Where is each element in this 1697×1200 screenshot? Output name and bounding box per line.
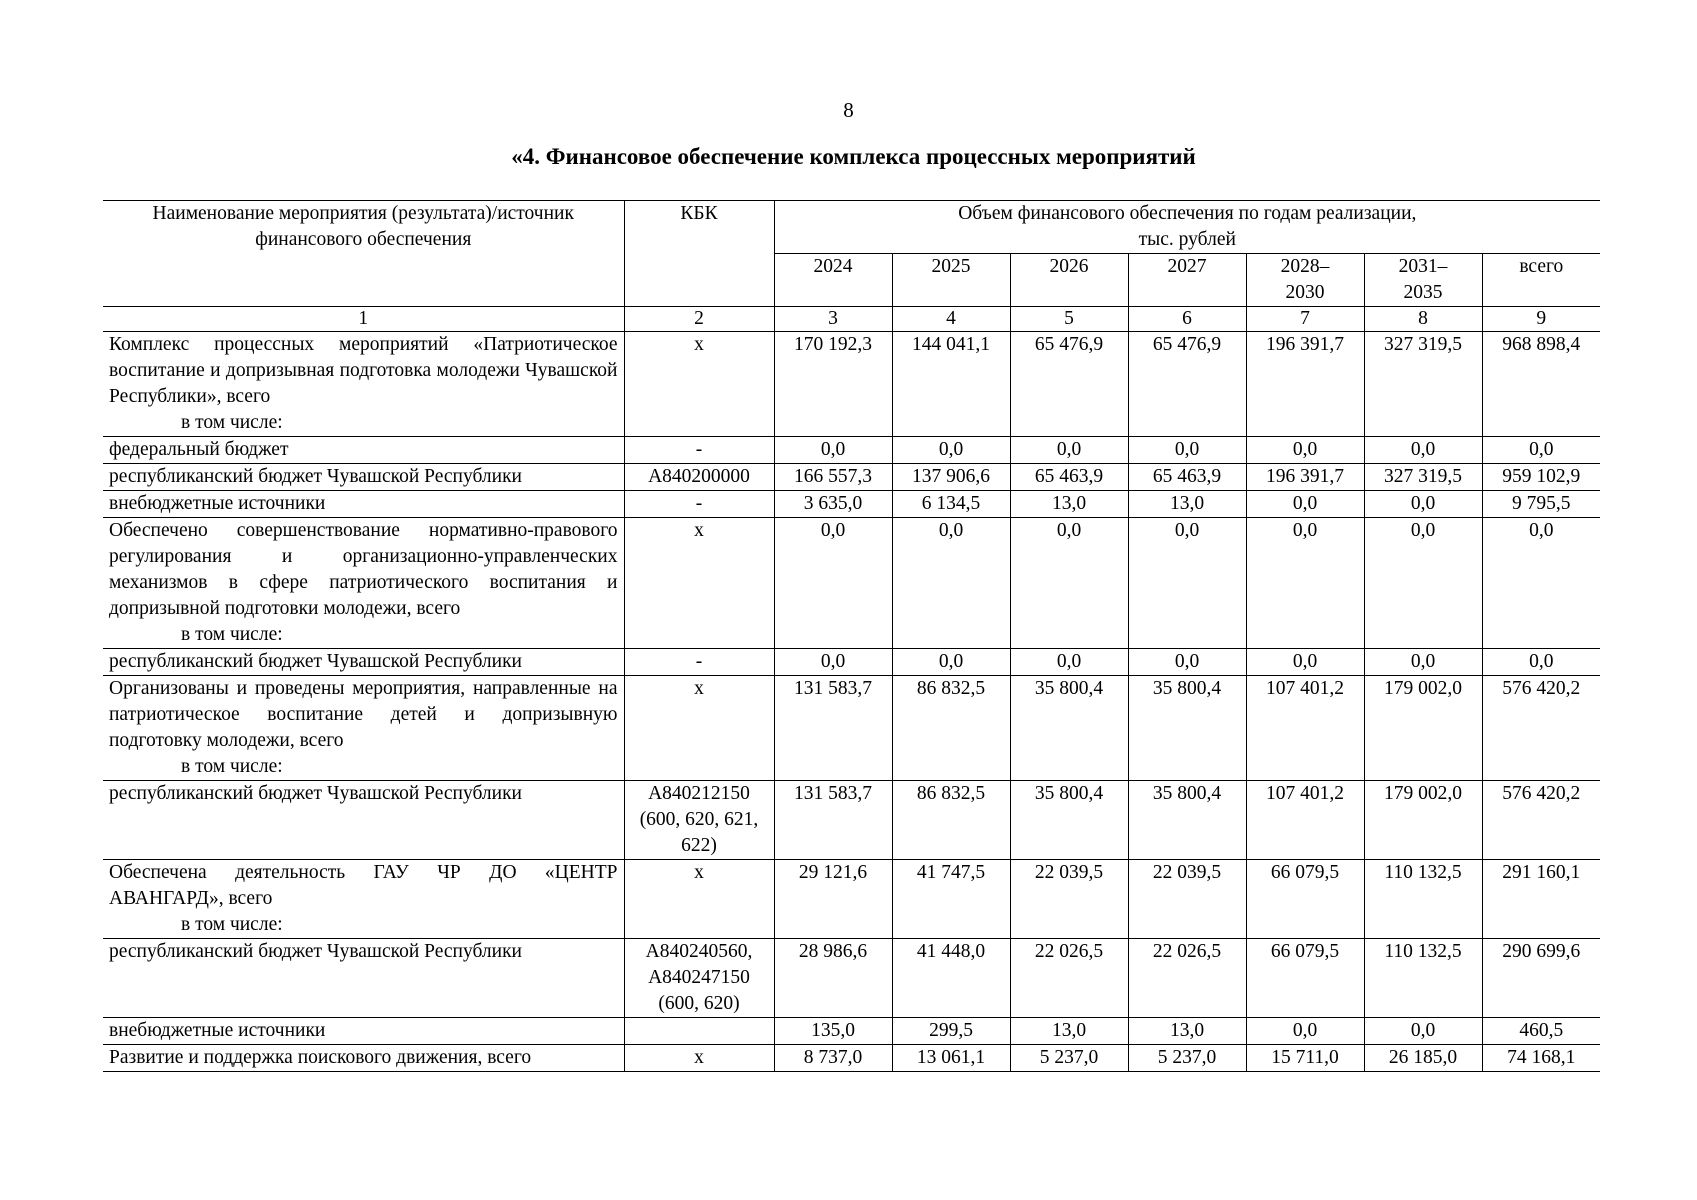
- row-name: Обеспечена деятельность ГАУ ЧР ДО «ЦЕНТР АВАНГАРД», всего: [109, 862, 618, 909]
- row-total-value: 576 420,2: [1482, 676, 1600, 781]
- row-year-value: 35 800,4: [1128, 781, 1246, 860]
- row-total-value: 0,0: [1482, 649, 1600, 676]
- row-year-value: 29 121,6: [774, 860, 892, 939]
- row-name: Комплекс процессных мероприятий «Патриотическое воспитание и допризывная подготовка молодежи Чувашской Республики», всего: [109, 334, 618, 407]
- row-year-value: 65 463,9: [1010, 464, 1128, 491]
- header-year: 2025: [892, 254, 1010, 307]
- row-year-value: 66 079,5: [1246, 939, 1364, 1018]
- table-row: [103, 1045, 1600, 1072]
- row-year-value: 13,0: [1128, 491, 1246, 518]
- row-kbk: -: [624, 491, 774, 518]
- table-row: [103, 518, 1600, 649]
- row-year-value: 0,0: [1128, 518, 1246, 649]
- row-year-value: 0,0: [1010, 649, 1128, 676]
- header-total: всего: [1482, 254, 1600, 307]
- row-year-value: 110 132,5: [1364, 860, 1482, 939]
- row-year-value: 137 906,6: [892, 464, 1010, 491]
- column-index: 4: [892, 307, 1010, 332]
- row-kbk: А840200000: [624, 464, 774, 491]
- row-year-value: 22 026,5: [1010, 939, 1128, 1018]
- column-index: 5: [1010, 307, 1128, 332]
- row-name-cell: [103, 332, 624, 437]
- header-year: 2031–2035: [1364, 254, 1482, 307]
- row-year-value: 6 134,5: [892, 491, 1010, 518]
- row-year-value: 327 319,5: [1364, 332, 1482, 437]
- row-name: республиканский бюджет Чувашской Республики: [109, 651, 522, 672]
- table-row: [103, 1018, 1600, 1045]
- section-title: «4. Финансовое обеспечение комплекса процессных мероприятий: [511, 144, 1196, 169]
- row-subtitle: в том числе:: [181, 914, 283, 935]
- row-total-value: 9 795,5: [1482, 491, 1600, 518]
- table-row: [103, 649, 1600, 676]
- row-kbk: х: [624, 332, 774, 437]
- row-year-value: 166 557,3: [774, 464, 892, 491]
- row-year-value: 26 185,0: [1364, 1045, 1482, 1072]
- header-year: 2024: [774, 254, 892, 307]
- row-year-value: 196 391,7: [1246, 332, 1364, 437]
- column-index: 7: [1246, 307, 1364, 332]
- row-name-cell: [103, 491, 624, 518]
- row-total-value: 74 168,1: [1482, 1045, 1600, 1072]
- row-year-value: 8 737,0: [774, 1045, 892, 1072]
- row-year-value: 15 711,0: [1246, 1045, 1364, 1072]
- row-year-value: 13,0: [1010, 1018, 1128, 1045]
- row-year-value: 0,0: [1246, 437, 1364, 464]
- row-year-value: 0,0: [1246, 491, 1364, 518]
- row-year-value: 327 319,5: [1364, 464, 1482, 491]
- row-year-value: 144 041,1: [892, 332, 1010, 437]
- row-year-value: 179 002,0: [1364, 781, 1482, 860]
- row-name-cell: [103, 464, 624, 491]
- column-index: 3: [774, 307, 892, 332]
- row-year-value: 86 832,5: [892, 676, 1010, 781]
- row-year-value: 0,0: [1246, 649, 1364, 676]
- header-year: 2027: [1128, 254, 1246, 307]
- header-year: 2026: [1010, 254, 1128, 307]
- row-name-cell: [103, 1045, 624, 1072]
- row-year-value: 107 401,2: [1246, 676, 1364, 781]
- row-total-value: 460,5: [1482, 1018, 1600, 1045]
- row-kbk: -: [624, 649, 774, 676]
- row-name: Организованы и проведены мероприятия, направленные на патриотическое воспитание детей и допризывную подготовку молодежи, всего: [109, 678, 618, 751]
- row-total-value: 968 898,4: [1482, 332, 1600, 437]
- row-name-cell: [103, 437, 624, 464]
- row-year-value: 22 039,5: [1128, 860, 1246, 939]
- row-year-value: 5 237,0: [1010, 1045, 1128, 1072]
- column-index: 8: [1364, 307, 1482, 332]
- row-year-value: 65 463,9: [1128, 464, 1246, 491]
- row-year-value: 13,0: [1010, 491, 1128, 518]
- row-total-value: 291 160,1: [1482, 860, 1600, 939]
- row-year-value: 0,0: [1364, 437, 1482, 464]
- row-name: республиканский бюджет Чувашской Республики: [109, 941, 522, 962]
- row-name: федеральный бюджет: [109, 439, 289, 460]
- row-year-value: 0,0: [1364, 1018, 1482, 1045]
- row-kbk: А840240560, А840247150 (600, 620): [624, 939, 774, 1018]
- table-row: [103, 860, 1600, 939]
- row-year-value: 196 391,7: [1246, 464, 1364, 491]
- row-year-value: 65 476,9: [1128, 332, 1246, 437]
- row-year-value: 0,0: [1010, 437, 1128, 464]
- row-year-value: 13,0: [1128, 1018, 1246, 1045]
- row-name: внебюджетные источники: [109, 493, 326, 514]
- row-total-value: 959 102,9: [1482, 464, 1600, 491]
- row-year-value: 110 132,5: [1364, 939, 1482, 1018]
- header-kbk-column: КБК: [624, 201, 774, 307]
- row-year-value: 179 002,0: [1364, 676, 1482, 781]
- row-year-value: 0,0: [892, 518, 1010, 649]
- row-subtitle: в том числе:: [181, 624, 283, 645]
- header-name-column: Наименование мероприятия (результата)/источник финансового обеспечения: [103, 201, 624, 307]
- row-name: Развитие и поддержка поискового движения, всего: [109, 1047, 532, 1068]
- row-year-value: 0,0: [892, 649, 1010, 676]
- row-year-value: 35 800,4: [1010, 781, 1128, 860]
- row-year-value: 28 986,6: [774, 939, 892, 1018]
- row-year-value: 0,0: [1128, 649, 1246, 676]
- row-year-value: 107 401,2: [1246, 781, 1364, 860]
- row-year-value: 5 237,0: [1128, 1045, 1246, 1072]
- row-year-value: 3 635,0: [774, 491, 892, 518]
- row-kbk: х: [624, 676, 774, 781]
- row-year-value: 41 747,5: [892, 860, 1010, 939]
- header-row: [103, 201, 1600, 254]
- row-year-value: 0,0: [1364, 491, 1482, 518]
- table-row: [103, 332, 1600, 437]
- row-total-value: 576 420,2: [1482, 781, 1600, 860]
- row-year-value: 0,0: [1364, 649, 1482, 676]
- column-index: 6: [1128, 307, 1246, 332]
- row-name-cell: [103, 860, 624, 939]
- row-total-value: 0,0: [1482, 437, 1600, 464]
- row-year-value: 13 061,1: [892, 1045, 1010, 1072]
- row-year-value: 0,0: [1364, 518, 1482, 649]
- row-kbk: х: [624, 860, 774, 939]
- row-name: Обеспечено совершенствование нормативно-правового регулирования и организационно-управленческих механизмов в сфере патриотического воспитания и допризывной подготовки молодежи, всего: [109, 520, 618, 619]
- row-kbk: х: [624, 518, 774, 649]
- row-name-cell: [103, 1018, 624, 1045]
- row-name-cell: [103, 518, 624, 649]
- row-name: внебюджетные источники: [109, 1020, 326, 1041]
- row-year-value: 0,0: [1128, 437, 1246, 464]
- row-year-value: 22 026,5: [1128, 939, 1246, 1018]
- table-row: [103, 491, 1600, 518]
- row-year-value: 0,0: [774, 437, 892, 464]
- row-total-value: 290 699,6: [1482, 939, 1600, 1018]
- row-subtitle: в том числе:: [181, 412, 283, 433]
- row-year-value: 170 192,3: [774, 332, 892, 437]
- row-year-value: 22 039,5: [1010, 860, 1128, 939]
- table-row: [103, 676, 1600, 781]
- header-year: 2028–2030: [1246, 254, 1364, 307]
- table-row: [103, 437, 1600, 464]
- row-name-cell: [103, 649, 624, 676]
- row-year-value: 35 800,4: [1010, 676, 1128, 781]
- row-name-cell: [103, 781, 624, 860]
- row-year-value: 0,0: [1010, 518, 1128, 649]
- row-year-value: 135,0: [774, 1018, 892, 1045]
- row-kbk: -: [624, 437, 774, 464]
- table-row: [103, 464, 1600, 491]
- row-year-value: 0,0: [892, 437, 1010, 464]
- row-total-value: 0,0: [1482, 518, 1600, 649]
- row-year-value: 35 800,4: [1128, 676, 1246, 781]
- row-year-value: 131 583,7: [774, 676, 892, 781]
- row-year-value: 0,0: [1246, 518, 1364, 649]
- row-year-value: 86 832,5: [892, 781, 1010, 860]
- row-year-value: 0,0: [774, 649, 892, 676]
- row-kbk: А840212150 (600, 620, 621, 622): [624, 781, 774, 860]
- row-name-cell: [103, 676, 624, 781]
- row-year-value: 41 448,0: [892, 939, 1010, 1018]
- row-year-value: 66 079,5: [1246, 860, 1364, 939]
- page-number: 8: [843, 98, 854, 122]
- table-row: [103, 939, 1600, 1018]
- row-kbk: х: [624, 1045, 774, 1072]
- table-row: [103, 781, 1600, 860]
- financing-table: [103, 200, 1600, 1072]
- column-index: 9: [1482, 307, 1600, 332]
- row-subtitle: в том числе:: [181, 756, 283, 777]
- row-year-value: 299,5: [892, 1018, 1010, 1045]
- column-index-row: [103, 307, 1600, 332]
- row-name: республиканский бюджет Чувашской Республики: [109, 783, 522, 804]
- column-index: 1: [103, 307, 624, 332]
- row-year-value: 65 476,9: [1010, 332, 1128, 437]
- row-name: республиканский бюджет Чувашской Республики: [109, 466, 522, 487]
- column-index: 2: [624, 307, 774, 332]
- row-kbk: [624, 1018, 774, 1045]
- row-name-cell: [103, 939, 624, 1018]
- row-year-value: 0,0: [774, 518, 892, 649]
- row-year-value: 0,0: [1246, 1018, 1364, 1045]
- row-year-value: 131 583,7: [774, 781, 892, 860]
- header-volume-group: Объем финансового обеспечения по годам реализации, тыс. рублей: [774, 201, 1600, 254]
